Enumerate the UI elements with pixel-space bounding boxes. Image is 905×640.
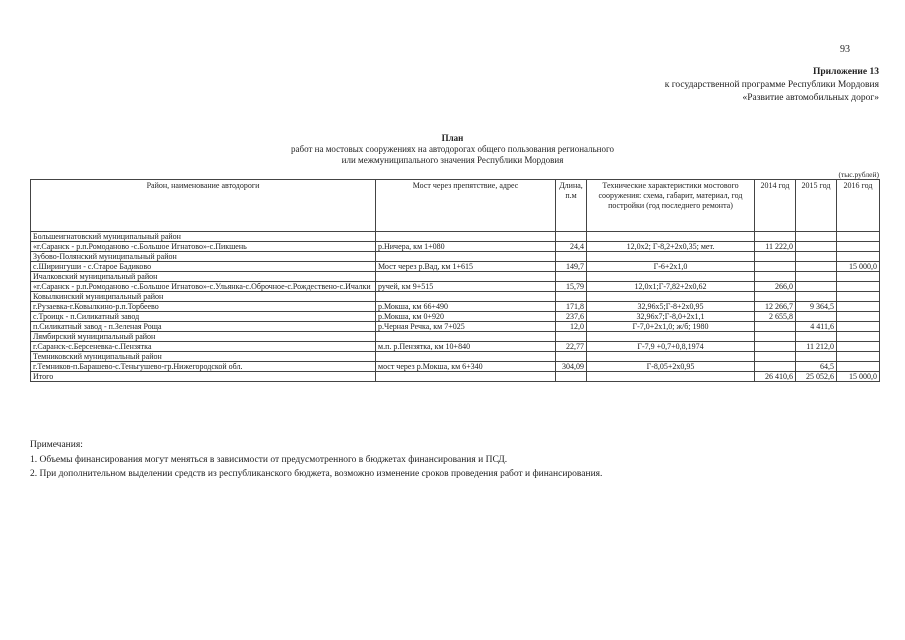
- tech-cell: [587, 252, 755, 262]
- table-row: [31, 322, 880, 332]
- header-2015: 2015 год: [796, 180, 837, 232]
- table-row: [31, 262, 880, 272]
- tech-cell: 32,96х7;Г-8,0+2х1,1: [587, 312, 755, 322]
- value-2015-cell: [796, 252, 837, 262]
- tech-cell: [587, 272, 755, 282]
- value-2014-cell: [755, 362, 796, 372]
- plan-subtitle-2: или межмуниципального значения Республики Мордовия: [341, 155, 564, 165]
- road-name-cell: «г.Саранск - р.п.Ромоданово -с.Большое Игнатово»-с.Ульянка-с.Оброчное-с.Рождествено-с.Ичалки: [31, 282, 376, 292]
- table-row: [31, 362, 880, 372]
- table-body: [31, 232, 880, 382]
- value-2015-cell: [796, 262, 837, 272]
- value-2015-cell: 64,5: [796, 362, 837, 372]
- length-cell: 15,79: [556, 282, 587, 292]
- length-cell: 304,09: [556, 362, 587, 372]
- length-cell: [556, 352, 587, 362]
- length-cell: 149,7: [556, 262, 587, 272]
- value-2015-cell: [796, 292, 837, 302]
- road-name-cell: г.Саранск-с.Берсеневка-с.Пензятка: [31, 342, 376, 352]
- table-row: [31, 342, 880, 352]
- length-cell: 12,0: [556, 322, 587, 332]
- value-2014-cell: [755, 272, 796, 282]
- appendix-title: Приложение 13: [812, 67, 879, 77]
- value-2014-cell: [755, 342, 796, 352]
- bridge-cell: Мост через р.Вад, км 1+615: [376, 262, 556, 272]
- value-2014-cell: [755, 352, 796, 362]
- value-2014-cell: 266,0: [755, 282, 796, 292]
- bridge-cell: м.п. р.Пензятка, км 10+840: [376, 342, 556, 352]
- table-row: [31, 282, 880, 292]
- length-cell: [556, 332, 587, 342]
- value-2015-cell: 11 212,0: [796, 342, 837, 352]
- header-tech: Технические характеристики мостового сооружения: схема, габарит, материал, год постройки (год последнего ремонта): [587, 180, 755, 232]
- value-2014-cell: [755, 322, 796, 332]
- appendix-line-2: «Развитие автомобильных дорог»: [742, 93, 879, 103]
- header-2014: 2014 год: [755, 180, 796, 232]
- bridge-cell: [376, 272, 556, 282]
- value-2016-cell: [837, 322, 880, 332]
- value-2015-cell: [796, 332, 837, 342]
- length-cell: [556, 292, 587, 302]
- total-row: [31, 372, 880, 382]
- value-2014-cell: [755, 252, 796, 262]
- tech-cell: 12,0х2; Г-8,2+2х0,35; мет.: [587, 242, 755, 252]
- notes-title: Примечания:: [30, 440, 83, 450]
- value-2014-cell: 11 222,0: [755, 242, 796, 252]
- value-2016-cell: [837, 312, 880, 322]
- length-cell: [556, 232, 587, 242]
- value-2015-cell: [796, 232, 837, 242]
- bridge-cell: р.Мокша, км 66+490: [376, 302, 556, 312]
- value-2016-cell: 15 000,0: [837, 372, 880, 382]
- value-2015-cell: 9 364,5: [796, 302, 837, 312]
- value-2014-cell: 12 266,7: [755, 302, 796, 312]
- value-2014-cell: [755, 292, 796, 302]
- note-item-1: 1. Объемы финансирования могут меняться в зависимости от предусмотренного в бюджетах финансирования и ПСД.: [30, 454, 508, 465]
- tech-cell: Г-6+2х1,0: [587, 262, 755, 272]
- table-header-row: [31, 180, 880, 232]
- value-2016-cell: [837, 252, 880, 262]
- district-row: [31, 252, 880, 262]
- table-row: [31, 302, 880, 312]
- header-road: Район, наименование автодороги: [31, 180, 376, 232]
- plan-heading: [0, 133, 905, 166]
- road-name-cell: г.Рузаевка-г.Ковылкино-р.п.Торбеево: [31, 302, 376, 312]
- value-2015-cell: [796, 272, 837, 282]
- district-row: [31, 332, 880, 342]
- district-row: [31, 232, 880, 242]
- bridge-cell: [376, 372, 556, 382]
- table-row: [31, 242, 880, 252]
- value-2016-cell: [837, 352, 880, 362]
- table-row: [31, 312, 880, 322]
- road-name-cell: г.Темников-п.Барашево-с.Теньгушево-гр.Нижегородской обл.: [31, 362, 376, 372]
- plan-title: План: [441, 133, 464, 143]
- units-label: (тыс.рублей): [838, 170, 879, 179]
- tech-cell: Г-7,0+2х1,0; ж/б; 1980: [587, 322, 755, 332]
- value-2016-cell: [837, 282, 880, 292]
- page-number: 93: [840, 44, 850, 55]
- value-2014-cell: 26 410,6: [755, 372, 796, 382]
- bridge-cell: р.Ничера, км 1+080: [376, 242, 556, 252]
- value-2016-cell: [837, 332, 880, 342]
- tech-cell: [587, 332, 755, 342]
- value-2016-cell: [837, 302, 880, 312]
- bridge-cell: [376, 332, 556, 342]
- plan-subtitle-1: работ на мостовых сооружениях на автодорогах общего пользования регионального: [291, 144, 614, 154]
- value-2016-cell: 15 000,0: [837, 262, 880, 272]
- value-2016-cell: [837, 232, 880, 242]
- tech-cell: [587, 372, 755, 382]
- value-2016-cell: [837, 342, 880, 352]
- value-2016-cell: [837, 292, 880, 302]
- road-name-cell: Итого: [31, 372, 376, 382]
- note-item-2: 2. При дополнительном выделении средств из республиканского бюджета, возможно изменение сроков проведения работ и финансирования.: [30, 469, 603, 479]
- bridge-cell: [376, 252, 556, 262]
- value-2015-cell: [796, 282, 837, 292]
- value-2015-cell: [796, 242, 837, 252]
- value-2015-cell: [796, 352, 837, 362]
- value-2016-cell: [837, 242, 880, 252]
- road-name-cell: Зубово-Полянский муниципальный район: [31, 252, 376, 262]
- tech-cell: 32,96х5;Г-8+2х0,95: [587, 302, 755, 312]
- length-cell: [556, 372, 587, 382]
- header-length: Длина, п.м: [556, 180, 587, 232]
- bridge-cell: мост через р.Мокша, км 6+340: [376, 362, 556, 372]
- appendix-block: [665, 66, 879, 105]
- road-name-cell: «г.Саранск - р.п.Ромоданово -с.Большое Игнатово»-с.Пикшень: [31, 242, 376, 252]
- tech-cell: Г-8,05+2х0,95: [587, 362, 755, 372]
- tech-cell: 12,0х1;Г-7,82+2х0,62: [587, 282, 755, 292]
- road-name-cell: п.Силикатный завод - п.Зеленая Роща: [31, 322, 376, 332]
- length-cell: 24,4: [556, 242, 587, 252]
- value-2014-cell: [755, 232, 796, 242]
- header-2016: 2016 год: [837, 180, 880, 232]
- length-cell: [556, 272, 587, 282]
- appendix-line-1: к государственной программе Республики Мордовия: [664, 80, 879, 90]
- value-2015-cell: 4 411,6: [796, 322, 837, 332]
- length-cell: 237,6: [556, 312, 587, 322]
- road-name-cell: Ичалковский муниципальный район: [31, 272, 376, 282]
- header-bridge: Мост через препятствие, адрес: [376, 180, 556, 232]
- value-2016-cell: [837, 272, 880, 282]
- road-name-cell: Ковылкинский муниципальный район: [31, 292, 376, 302]
- value-2015-cell: [796, 312, 837, 322]
- value-2015-cell: 25 052,6: [796, 372, 837, 382]
- road-name-cell: Лямбирский муниципальный район: [31, 332, 376, 342]
- value-2014-cell: [755, 332, 796, 342]
- bridge-cell: [376, 232, 556, 242]
- bridge-cell: р.Черная Речка, км 7+025: [376, 322, 556, 332]
- road-name-cell: с.Ширингуши - с.Старое Бадиково: [31, 262, 376, 272]
- road-name-cell: с.Троицк - п.Силикатный завод: [31, 312, 376, 322]
- plan-table: [30, 179, 880, 382]
- road-name-cell: Темниковский муниципальный район: [31, 352, 376, 362]
- tech-cell: [587, 232, 755, 242]
- tech-cell: [587, 352, 755, 362]
- district-row: [31, 292, 880, 302]
- length-cell: 22,77: [556, 342, 587, 352]
- district-row: [31, 352, 880, 362]
- value-2014-cell: 2 655,8: [755, 312, 796, 322]
- district-row: [31, 272, 880, 282]
- bridge-cell: р.Мокша, км 0+920: [376, 312, 556, 322]
- tech-cell: [587, 292, 755, 302]
- road-name-cell: Большеигнатовский муниципальный район: [31, 232, 376, 242]
- length-cell: [556, 252, 587, 262]
- value-2016-cell: [837, 362, 880, 372]
- bridge-cell: [376, 292, 556, 302]
- length-cell: 171,8: [556, 302, 587, 312]
- notes: [30, 438, 602, 482]
- bridge-cell: ручей, км 9+515: [376, 282, 556, 292]
- value-2014-cell: [755, 262, 796, 272]
- tech-cell: Г-7,9 +0,7+0,8,1974: [587, 342, 755, 352]
- bridge-cell: [376, 352, 556, 362]
